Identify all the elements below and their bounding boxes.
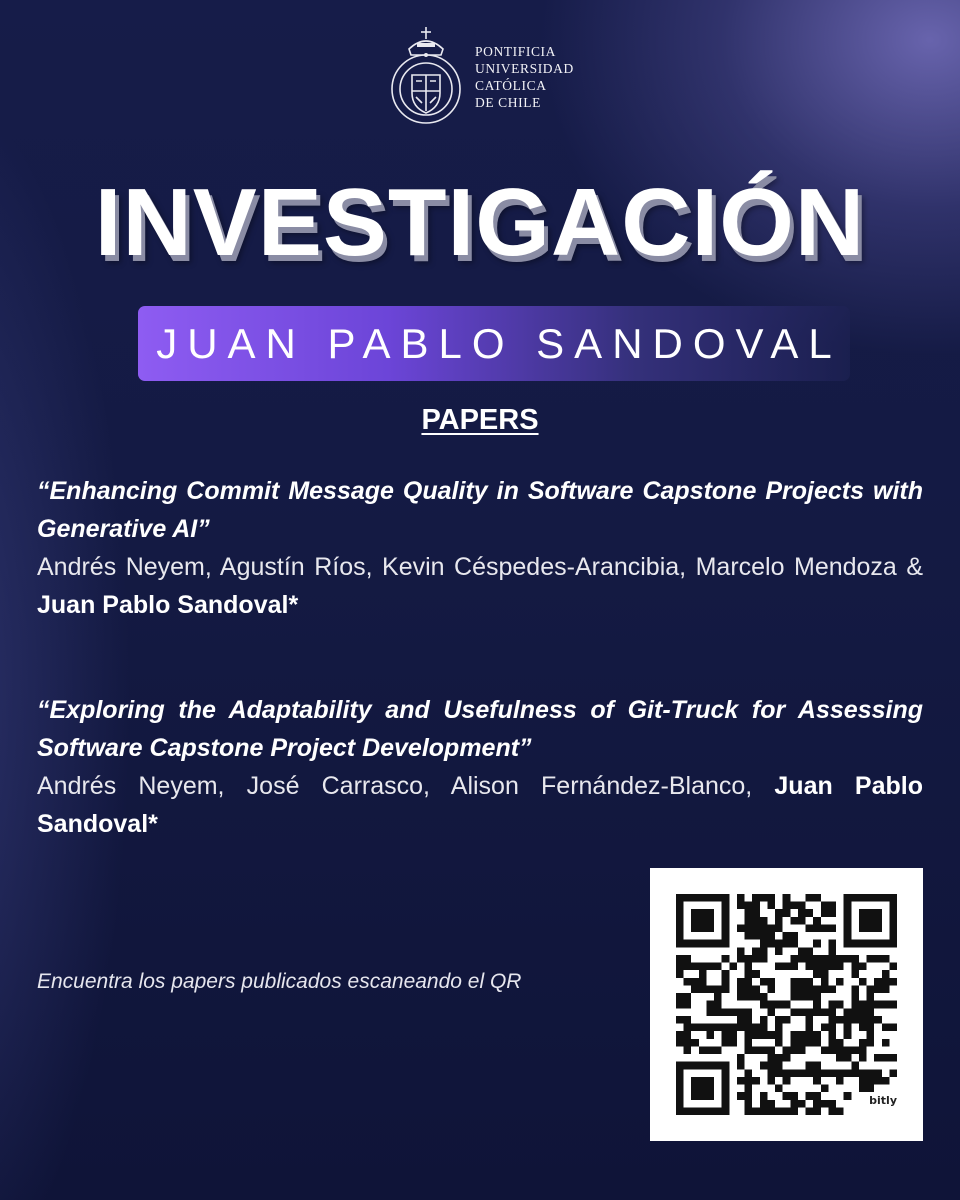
institution-line: UNIVERSIDAD: [475, 61, 574, 76]
institution-line: CATÓLICA: [475, 78, 547, 93]
paper-authors-plain: Andrés Neyem, José Carrasco, Alison Fernández-Blanco,: [37, 772, 775, 800]
university-seal-icon: [387, 25, 465, 129]
researcher-banner: [138, 306, 850, 381]
institution-name: [475, 43, 574, 111]
qr-code-icon[interactable]: [676, 894, 897, 1115]
bitly-logo: bitly: [869, 1094, 897, 1107]
paper-title: “Enhancing Commit Message Quality in Software Capstone Projects with Generative AI”: [37, 477, 923, 543]
section-title: PAPERS: [421, 404, 539, 436]
researcher-name: JUAN PABLO SANDOVAL: [156, 319, 842, 367]
institution-logo: [387, 22, 583, 132]
institution-line: DE CHILE: [475, 95, 541, 110]
qr-caption: Encuentra los papers publicados escaneando el QR: [37, 970, 522, 993]
paper-authors: [37, 767, 923, 843]
paper-entry: [37, 472, 923, 624]
paper-title: “Exploring the Adaptability and Usefulness of Git-Truck for Assessing Software Capstone Project Development”: [37, 696, 923, 762]
paper-entry: [37, 691, 923, 843]
paper-authors-plain: Andrés Neyem, Agustín Ríos, Kevin Céspedes-Arancibia, Marcelo Mendoza &: [37, 553, 923, 581]
paper-authors: [37, 548, 923, 624]
institution-line: PONTIFICIA: [475, 44, 557, 59]
headline: INVESTIGACIÓN: [94, 169, 866, 276]
paper-authors-highlight: Juan Pablo Sandoval*: [37, 591, 299, 619]
qr-code-card[interactable]: [650, 868, 923, 1141]
paper-authors-highlight: Juan Pablo Sandoval*: [37, 772, 923, 838]
